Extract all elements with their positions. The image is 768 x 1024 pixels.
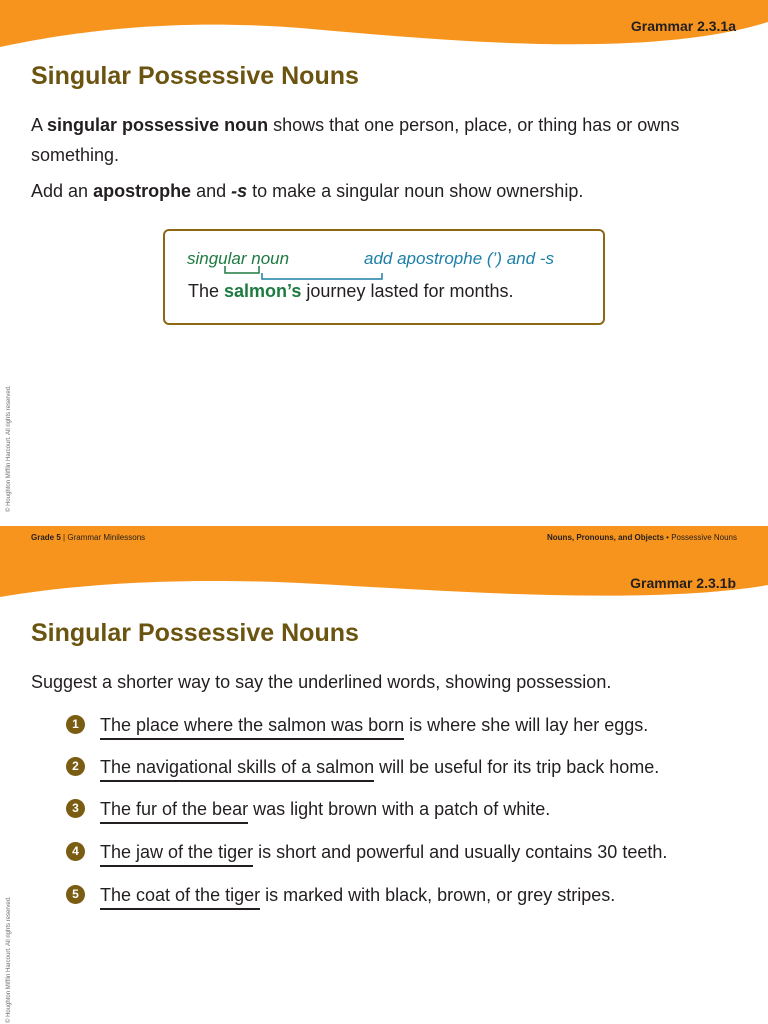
example-brackets	[165, 231, 603, 323]
number-badge: 4	[66, 842, 85, 861]
rule-text: Add an apostrophe and -s to make a singular noun show ownership.	[31, 181, 584, 201]
key-term-s: -s	[231, 181, 248, 201]
copyright-text: © Houghton Mifflin Harcourt. All rights reserved.	[6, 385, 12, 512]
page-title: Singular Possessive Nouns	[31, 62, 359, 90]
label-singular-noun: singular noun	[187, 249, 290, 268]
copyright-text: © Houghton Mifflin Harcourt. All rights reserved.	[6, 896, 12, 1023]
key-term: singular possessive noun	[47, 115, 269, 135]
slide-code: Grammar 2.3.1a	[630, 18, 736, 34]
slide-code: Grammar 2.3.1b	[630, 575, 736, 591]
underlined-phrase: The place where the salmon was born	[100, 715, 404, 740]
key-term-apostrophe: apostrophe	[93, 181, 192, 201]
label-add-apostrophe: add apostrophe (’) and -s	[364, 249, 554, 268]
slide-2	[0, 557, 768, 1024]
instruction-text: Suggest a shorter way to say the underlined words, showing possession.	[31, 672, 612, 692]
list-item: 4 The jaw of the tiger is short and powerful and usually contains 30 teeth.	[66, 840, 756, 870]
underlined-phrase: The fur of the bear	[100, 799, 248, 824]
underlined-phrase: The jaw of the tiger	[100, 842, 253, 867]
page-title: Singular Possessive Nouns	[31, 619, 359, 647]
underlined-phrase: The navigational skills of a salmon	[100, 757, 374, 782]
number-badge: 1	[66, 715, 85, 734]
number-badge: 2	[66, 757, 85, 776]
number-badge: 5	[66, 885, 85, 904]
list-item: 2 The navigational skills of a salmon will be useful for its trip back home.	[66, 755, 756, 785]
list-item: 3 The fur of the bear was light brown with a patch of white.	[66, 797, 756, 827]
number-badge: 3	[66, 799, 85, 818]
footer-left: Grade 5 | Grammar Minilessons	[31, 533, 146, 542]
underlined-phrase: The coat of the tiger	[100, 885, 260, 910]
footer-right: Nouns, Pronouns, and Objects • Possessive Nouns	[547, 533, 737, 542]
example-sentence: The salmon’s journey lasted for months.	[188, 281, 514, 301]
example-box	[163, 229, 605, 325]
possessive-noun: salmon’s	[224, 281, 302, 301]
definition-text: A singular possessive noun shows that one person, place, or thing has or owns something.	[31, 115, 680, 165]
list-item: 5 The coat of the tiger is marked with black, brown, or grey stripes.	[66, 883, 756, 913]
list-item: 1 The place where the salmon was born is where she will lay her eggs.	[66, 713, 756, 743]
footer-bar	[0, 526, 768, 557]
